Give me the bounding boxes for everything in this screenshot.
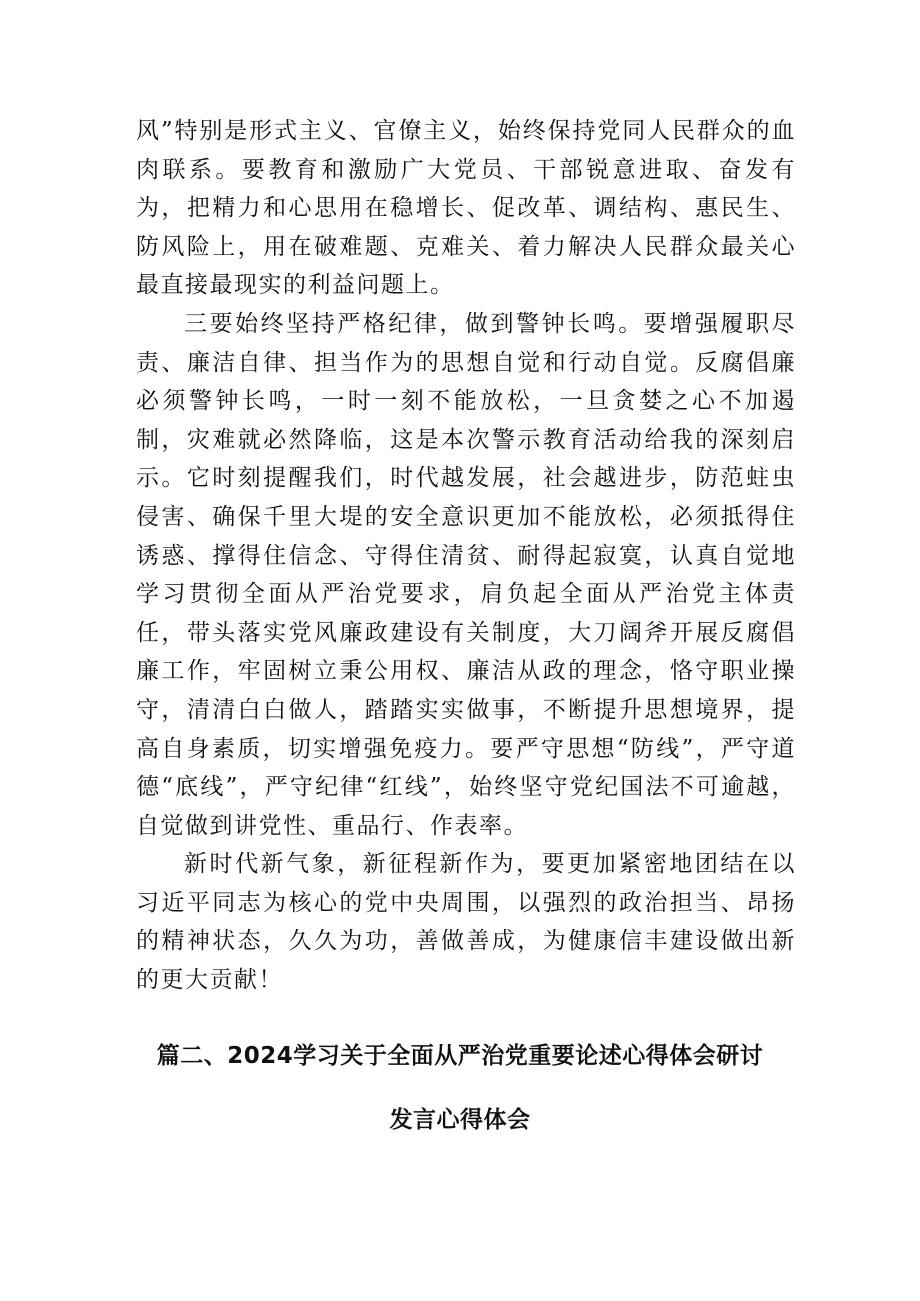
paragraph-conclusion: 新时代新气象，新征程新作为，要更加紧密地团结在以习近平同志为核心的党中央周围，以强烈的政治担当、昂扬的精神状态，久久为功，善做善成，为健康信丰建设做出新的更大贡献！: [136, 851, 796, 994]
paragraph-discipline: 三要始终坚持严格纪律，做到警钟长鸣。要增强履职尽责、廉洁自律、担当作为的思想自觉和行动自觉。反腐倡廉必须警钟长鸣，一时一刻不能放松，一旦贪婪之心不加遏制，灾难就必然降临，这是本次警示教育活动给我的深刻启示。它时刻提醒我们，时代越发展，社会越进步，防范蛀虫侵害、确保千里大堤的安全意识更加不能放松，必须抵得住诱惑、撑得住信念、守得住清贫、耐得起寂寞，认真自觉地学习贯彻全面从严治党要求，肩负起全面从严治党主体责任，带头落实党风廉政建设有关制度，大刀阔斧开展反腐倡廉工作，牢固树立秉公用权、廉洁从政的理念，恪守职业操守，清清白白做人，踏踏实实做事，不断提升思想境界，提高自身素质，切实增强免疫力。要严守思想“防线”，严守道德“底线”，严守纪律“红线”，始终坚守党纪国法不可逾越，自觉做到讲党性、重品行、作表率。: [136, 310, 796, 839]
paragraph-continuation: 风”特别是形式主义、官僚主义，始终保持党同人民群众的血肉联系。要教育和激励广大党员、干部锐意进取、奋发有为，把精力和心思用在稳增长、促改革、调结构、惠民生、防风险上，用在破难题、克难关、着力解决人民群众最关心最直接最现实的利益问题上。: [136, 118, 796, 299]
section-title-line-1: 篇二、2024学习关于全面从严治党重要论述心得体会研讨: [156, 1043, 764, 1069]
document-body: [136, 112, 796, 1000]
section-title-line-2: 发言心得体会: [389, 1107, 531, 1133]
